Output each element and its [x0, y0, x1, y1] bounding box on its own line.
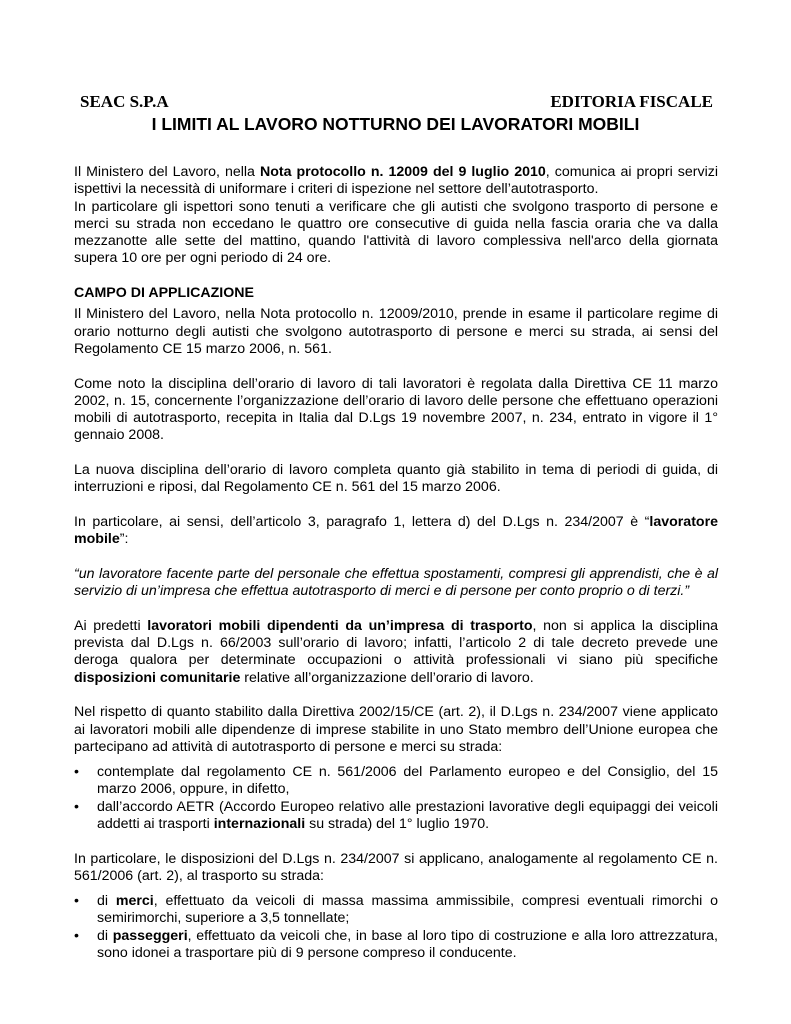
bullet-icon: •: [74, 927, 79, 944]
list-item: • contemplate dal regolamento CE n. 561/2006 del Parlamento europeo e del Consiglio, del 15 marzo 2006, oppure, in difetto,: [74, 764, 718, 798]
bullet-icon: •: [74, 798, 79, 815]
bullet-list-1: [74, 764, 718, 833]
document-title: I LIMITI AL LAVORO NOTTURNO DEI LAVORATORI MOBILI: [151, 114, 640, 134]
intro-paragraph-2: In particolare gli ispettori sono tenuti a verificare che gli autisti che svolgono trasporto di persone e merci su strada non eccedano le quattro ore consecutive di guida nella fascia oraria che va dalla mezzanotte alle sette del mattino, quando l'attività di lavoro complessiva nell'arco della giornata supera 10 ore per ogni periodo di 24 ore.: [74, 198, 718, 267]
intro-paragraph-1: Il Ministero del Lavoro, nella Nota protocollo n. 12009 del 9 luglio 2010, comunica ai propri servizi ispettivi la necessità di uniformare i criteri di ispezione nel settore dell’autotrasporto.: [74, 164, 718, 198]
paragraph-6: Nel rispetto di quanto stabilito dalla Direttiva 2002/15/CE (art. 2), il D.Lgs n. 234/2007 viene applicato ai lavoratori mobili alle dipendenze di imprese stabilite in uno Stato membro dell’Unione europea che partecipano ad attività di autotrasporto di persone e merci su strada:: [74, 704, 718, 755]
company-name: SEAC S.P.A: [80, 92, 169, 111]
list-item: • di merci, effettuato da veicoli di massa massima ammissibile, compresi eventuali rimorchi o semirimorchi, superiore a 3,5 tonnellate;: [74, 893, 718, 927]
list-item: • di passeggeri, effettuato da veicoli che, in base al loro tipo di costruzione e alla loro attrezzatura, sono idonei a trasportare più di 9 persone compreso il conducente.: [74, 927, 718, 962]
section-heading: CAMPO DI APPLICAZIONE: [74, 285, 254, 302]
definition-quote: “un lavoratore facente parte del personale che effettua spostamenti, compresi gli apprendisti, che è al servizio di un’impresa che effettua autotrasporto di merci e di persone per conto proprio o di terzi.”: [74, 565, 718, 600]
paragraph-3: La nuova disciplina dell’orario di lavoro completa quanto già stabilito in tema di periodi di guida, di interruzioni e riposi, dal Regolamento CE n. 561 del 15 marzo 2006.: [74, 462, 718, 496]
bullet-icon: •: [74, 764, 79, 781]
paragraph-7: In particolare, le disposizioni del D.Lgs n. 234/2007 si applicano, analogamente al regolamento CE n. 561/2006 (art. 2), al trasporto su strada:: [74, 850, 718, 884]
list-item: • dall’accordo AETR (Accordo Europeo relativo alle prestazioni lavorative degli equipaggi dei veicoli addetti ai trasporti internazionali su strada) del 1° luglio 1970.: [74, 798, 718, 832]
paragraph-5: Ai predetti lavoratori mobili dipendenti da un’impresa di trasporto, non si applica la disciplina prevista dal D.Lgs n. 66/2003 sull’orario di lavoro; infatti, l’articolo 2 di tale decreto prevede une deroga qualora per determinate occupazioni o attività professionali vi siano più specifiche disposizioni comunitarie relative all’organizzazione dell’orario di lavoro.: [74, 617, 718, 686]
document-body: [74, 164, 718, 980]
division-name: EDITORIA FISCALE: [550, 92, 713, 111]
paragraph-4: In particolare, ai sensi, dell’articolo 3, paragrafo 1, lettera d) del D.Lgs n. 234/2007 è “lavoratore mobile”:: [74, 513, 718, 548]
paragraph-1: Il Ministero del Lavoro, nella Nota protocollo n. 12009/2010, prende in esame il particolare regime di orario notturno degli autisti che svolgono autotrasporto di persone e merci su strada, ai sensi del Regolamento CE 15 marzo 2006, n. 561.: [74, 306, 718, 357]
paragraph-2: Come noto la disciplina dell’orario di lavoro di tali lavoratori è regolata dalla Direttiva CE 11 marzo 2002, n. 15, concernente l’organizzazione dell’orario di lavoro delle persone che effettuano operazioni mobili di autotrasporto, recepita in Italia dal D.Lgs 19 novembre 2007, n. 234, entrato in vigore il 1° gennaio 2008.: [74, 375, 718, 444]
bullet-list-2: [74, 893, 718, 962]
bullet-icon: •: [74, 893, 79, 910]
